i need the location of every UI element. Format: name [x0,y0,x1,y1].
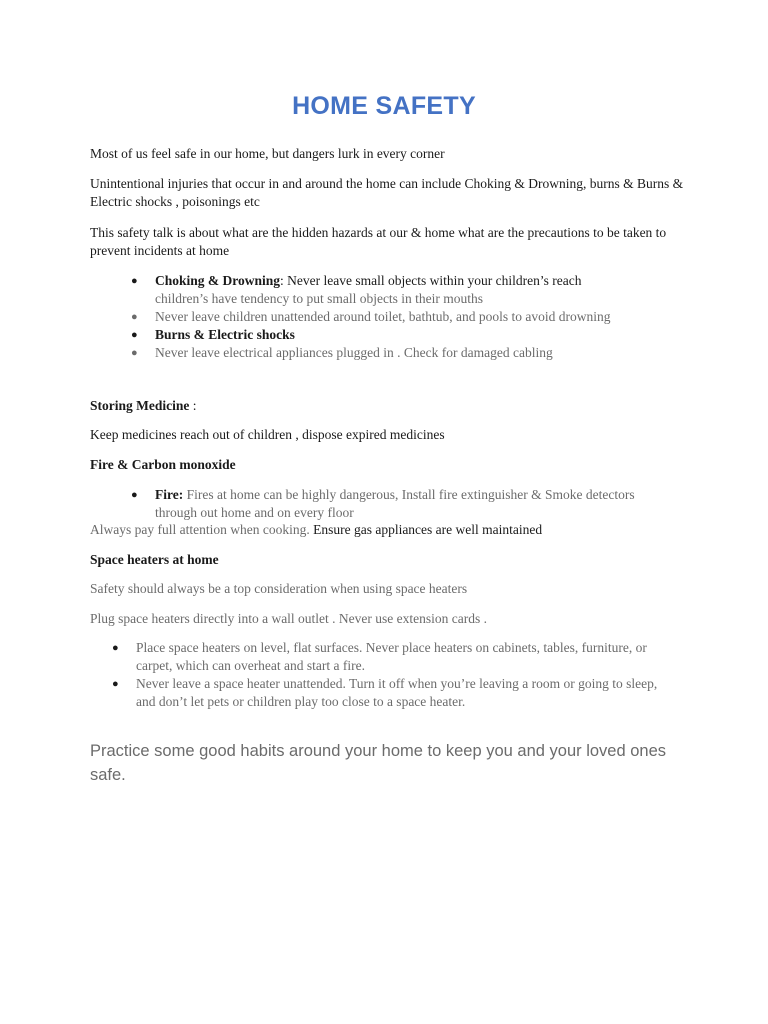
closing-paragraph: Practice some good habits around your home to keep you and your loved ones safe. [90,742,667,784]
heater-bullet-text: Place space heaters on level, flat surfaces. Never place heaters on cabinets, tables, furniture, or carpet, which can overheat and start a fire. [136,640,647,673]
space-heaters-paragraph-1: Safety should always be a top consideration when using space heaters [90,581,468,596]
page-title: HOME SAFETY [292,92,476,120]
list-item-continuation: children’s have tendency to put small objects in their mouths [155,291,484,306]
fire-label: Fire: [155,487,184,502]
bullet-icon: ● [112,642,119,654]
intro-paragraph-2: Unintentional injuries that occur in and around the home can include Choking & Drowning, burns & Burns & Electric shocks , poisonings etc [90,176,684,209]
choking-label: Choking & Drowning [155,273,281,288]
hazard-list [131,272,675,362]
fire-list [131,486,675,522]
list-item [112,675,676,711]
drowning-text: Never leave children unattended around toilet, bathtub, and pools to avoid drowning [155,309,611,324]
list-item [131,272,675,290]
storing-medicine-text: Keep medicines reach out of children , dispose expired medicines [90,427,445,442]
cooking-line [90,521,690,539]
fire-text: Fires at home can be highly dangerous, Install fire extinguisher & Smoke detectors through out home and on every floor [155,487,635,520]
cooking-grey-text: Always pay full attention when cooking. [90,522,314,537]
list-item [131,344,675,362]
bullet-icon: ● [131,275,138,287]
list-item [131,486,675,522]
list-item [131,308,675,326]
bullet-icon: ● [131,347,138,359]
bullet-icon: ● [131,489,138,501]
storing-medicine-heading [90,397,690,415]
space-heater-list [112,639,676,711]
burns-label: Burns & Electric shocks [155,327,295,342]
choking-text: : Never leave small objects within your children’s reach [280,273,582,288]
fire-heading: Fire & Carbon monoxide [90,457,236,472]
storing-heading-label: Storing Medicine [90,398,190,413]
bullet-icon: ● [131,311,138,323]
heater-bullet-text: Never leave a space heater unattended. Turn it off when you’re leaving a room or going to sleep, and don’t let pets or children play too close to a space heater. [136,676,658,709]
cooking-dark-text: Ensure gas appliances are well maintained [313,522,543,537]
space-heaters-heading: Space heaters at home [90,552,219,567]
bullet-icon: ● [131,329,138,341]
bullet-icon: ● [112,678,119,690]
list-item [112,639,676,675]
burns-text: Never leave electrical appliances plugged in . Check for damaged cabling [155,345,553,360]
space-heaters-paragraph-2: Plug space heaters directly into a wall outlet . Never use extension cards . [90,611,487,626]
storing-heading-suffix: : [189,398,197,413]
intro-paragraph-3: This safety talk is about what are the hidden hazards at our & home what are the precautions to be taken to prevent incidents at home [90,225,667,258]
intro-paragraph-1: Most of us feel safe in our home, but dangers lurk in every corner [90,146,445,161]
list-item [131,326,675,344]
